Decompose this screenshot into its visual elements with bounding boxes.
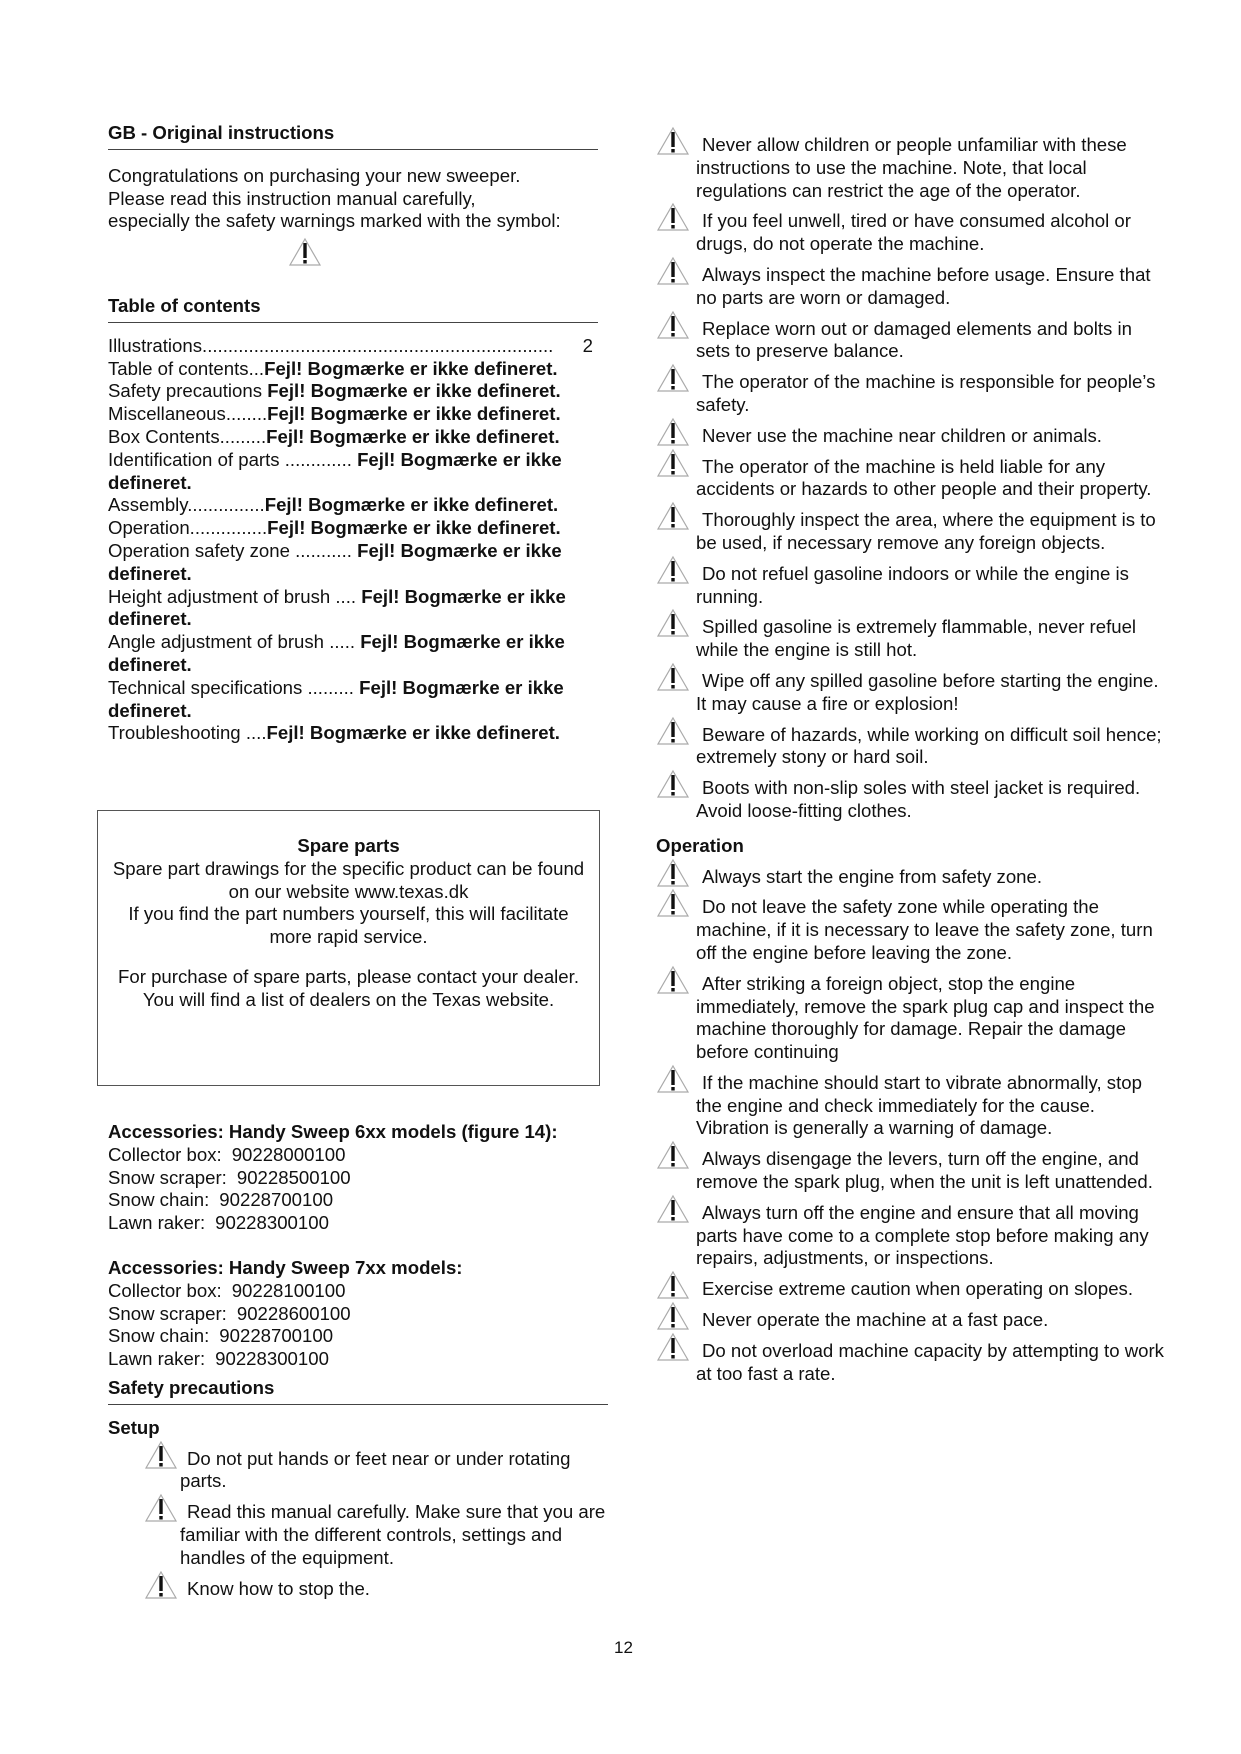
accessories-group (108, 1121, 608, 1235)
warning-icon (656, 310, 690, 346)
spare-parts-line: You will find a list of dealers on the Texas website. (142, 988, 555, 1010)
warning-item (696, 371, 1166, 417)
warning-icon (288, 237, 598, 273)
warning-text: If you feel unwell, tired or have consumed alcohol or drugs, do not operate the machine. (696, 210, 1131, 255)
toc-entry[interactable] (108, 403, 593, 426)
toc-entry-page-ref: Fejl! Bogmærke er ikke defineret. (264, 357, 558, 379)
toc-entry-leader: ........... (295, 539, 358, 561)
page-number: 12 (614, 1638, 633, 1657)
warning-item (696, 670, 1166, 716)
toc-entry-title: Illustrations (108, 334, 203, 356)
toc-entry-page-ref: Fejl! Bogmærke er ikke defineret. (266, 722, 560, 744)
operation-heading: Operation (656, 834, 744, 856)
warning-text: Replace worn out or damaged elements and bolts in sets to preserve balance. (696, 317, 1132, 362)
toc-entry[interactable] (108, 517, 593, 540)
warning-item (696, 318, 1166, 364)
warning-text: The operator of the machine is held liable for any accidents or hazards to other people and their property. (696, 455, 1152, 500)
toc-entry-page-ref: Fejl! Bogmærke er ikke defineret. (267, 380, 561, 402)
warning-text: Always inspect the machine before usage. Ensure that no parts are worn or damaged. (696, 263, 1151, 308)
warning-icon (656, 769, 690, 805)
warning-icon (656, 256, 690, 292)
accessory-row (108, 1303, 608, 1326)
spare-parts-box (97, 810, 600, 1086)
toc-entry-title: Height adjustment of brush (108, 585, 336, 607)
warning-icon (656, 608, 690, 644)
warning-item (696, 1309, 1166, 1332)
accessory-part-number: 90228500100 (236, 1166, 351, 1188)
warning-text: Never operate the machine at a fast pace. (702, 1309, 1049, 1331)
toc-entry[interactable] (108, 677, 593, 723)
accessory-name: Snow scraper: (108, 1302, 227, 1324)
accessory-part-number: 90228300100 (215, 1348, 329, 1370)
toc-entry-leader: ..... (329, 631, 361, 653)
toc-entry[interactable] (108, 380, 593, 403)
warning-icon (144, 1570, 178, 1606)
toc-entry-title: Operation safety zone (108, 539, 296, 561)
accessory-row (108, 1167, 608, 1190)
section-heading-safety-precautions: Safety precautions (108, 1377, 608, 1405)
spare-parts-line (112, 949, 585, 966)
toc-entry-leader: ............... (187, 494, 265, 516)
accessories-group (108, 1257, 608, 1371)
section-heading-original-instructions: GB - Original instructions (108, 122, 598, 150)
intro-line: Congratulations on purchasing your new sweeper. (108, 164, 521, 186)
toc-entry-page-ref: 2 (582, 334, 593, 356)
warning-item (696, 425, 1166, 448)
toc-entry-title: Assembly (108, 494, 188, 516)
accessory-name: Collector box: (108, 1279, 222, 1301)
warning-text: Know how to stop the. (187, 1577, 370, 1599)
accessory-part-number: 90228600100 (236, 1302, 351, 1324)
warning-icon (656, 126, 690, 162)
toc-entry-leader: .... (335, 585, 362, 607)
toc-entry-page-ref: Fejl! Bogmærke er ikke defineret. (267, 517, 561, 539)
toc-entry-title: Operation (108, 517, 190, 539)
warning-text: Read this manual carefully. Make sure that you are familiar with the different controls, settings and handles of the equipment. (180, 1501, 606, 1568)
toc-entry-leader: .... (245, 722, 267, 744)
toc-entry-title: Miscellaneous (108, 403, 226, 425)
warning-icon (656, 662, 690, 698)
accessory-name: Snow chain: (108, 1189, 210, 1211)
warning-text: Do not put hands or feet near or under rotating parts. (180, 1447, 571, 1492)
warning-item (696, 210, 1166, 256)
accessory-row (108, 1189, 608, 1212)
toc-entry-title: Table of contents (108, 357, 249, 379)
warning-text: Always start the engine from safety zone. (702, 865, 1043, 887)
warning-item (696, 896, 1166, 964)
warning-text: The operator of the machine is responsible for people’s safety. (696, 371, 1156, 415)
warning-item (696, 456, 1166, 502)
toc-entry-leader: .................................................................... (202, 334, 554, 356)
warning-text: Always disengage the levers, turn off the engine, and remove the spark plug, when the unit is left unattended. (696, 1148, 1153, 1193)
toc-entry-page-ref: Fejl! Bogmærke er ikke defineret. (108, 631, 565, 675)
toc-entry[interactable] (108, 540, 593, 586)
table-of-contents (108, 335, 593, 745)
accessory-name: Lawn raker: (108, 1348, 206, 1370)
toc-entry-page-ref: Fejl! Bogmærke er ikke defineret. (108, 585, 566, 630)
toc-entry-title: Safety precautions (108, 380, 268, 402)
warning-item (696, 1148, 1166, 1194)
toc-entry[interactable] (108, 722, 593, 745)
warning-text: After striking a foreign object, stop the engine immediately, remove the spark plug cap and inspect the machine thoroughly for damage. Repair the damage before continuing (696, 972, 1155, 1063)
warning-item (146, 1448, 608, 1494)
warning-text: Wipe off any spilled gasoline before starting the engine. It may cause a fire or explosion! (696, 669, 1159, 714)
toc-entry-leader: ......... (307, 676, 360, 698)
warning-item (696, 616, 1166, 662)
warning-item (696, 1072, 1166, 1140)
toc-entry[interactable] (108, 358, 593, 381)
accessory-part-number: 90228100100 (231, 1279, 346, 1301)
warning-icon (144, 1440, 178, 1476)
warning-text: Exercise extreme caution when operating on slopes. (702, 1278, 1133, 1300)
accessory-name: Lawn raker: (108, 1212, 206, 1234)
warning-item (696, 264, 1166, 310)
warning-icon (656, 1064, 690, 1100)
warning-icon (656, 363, 690, 399)
warning-icon (656, 716, 690, 752)
warning-icon (656, 1332, 690, 1368)
toc-entry-title: Box Contents (108, 425, 220, 447)
warning-icon (656, 448, 690, 484)
warning-icon (656, 555, 690, 591)
warning-item (696, 563, 1166, 609)
toc-entry[interactable] (108, 426, 593, 449)
warning-item (696, 777, 1166, 823)
toc-entry-title: Identification of parts (108, 448, 285, 470)
toc-entry-leader: ............. (284, 448, 358, 470)
warning-icon (656, 1140, 690, 1176)
accessory-row (108, 1325, 608, 1348)
toc-entry-title: Angle adjustment of brush (108, 631, 330, 653)
accessory-name: Snow chain: (108, 1325, 210, 1347)
toc-entry[interactable] (108, 631, 593, 677)
warning-item (696, 509, 1166, 555)
warning-icon (144, 1493, 178, 1529)
warning-text: Do not leave the safety zone while operating the machine, if it is necessary to leave the safety zone, turn off the engine before leaving the zone. (696, 896, 1153, 963)
toc-entry[interactable] (108, 449, 593, 495)
right-column (656, 134, 1166, 1393)
toc-entry-page-ref: Fejl! Bogmærke er ikke defineret. (108, 676, 564, 721)
toc-entry-page-ref: Fejl! Bogmærke er ikke defineret. (266, 425, 560, 447)
accessory-part-number: 90228000100 (231, 1143, 346, 1165)
accessory-row (108, 1144, 608, 1167)
warning-item (696, 724, 1166, 770)
accessories-section (108, 1121, 608, 1608)
spare-parts-heading: Spare parts (297, 835, 400, 856)
toc-entry-leader: ........ (225, 403, 268, 425)
accessory-name: Collector box: (108, 1143, 222, 1165)
warning-item (696, 1202, 1166, 1270)
left-column (108, 122, 598, 745)
warning-item (696, 1340, 1166, 1386)
warning-item (696, 973, 1166, 1064)
warning-text: Never use the machine near children or animals. (702, 424, 1102, 446)
accessory-row (108, 1348, 608, 1371)
warning-item (696, 134, 1166, 202)
warning-icon (656, 501, 690, 537)
toc-entry[interactable] (108, 586, 593, 632)
accessory-part-number: 90228700100 (219, 1325, 334, 1347)
accessory-row (108, 1280, 608, 1303)
accessories-heading: Accessories: Handy Sweep 6xx models (figure 14): (108, 1121, 558, 1142)
warning-text: Do not overload machine capacity by attempting to work at too fast a rate. (696, 1339, 1164, 1384)
section-heading-table-of-contents: Table of contents (108, 295, 598, 323)
spare-parts-line: on our website www.texas.dk (228, 880, 469, 902)
spare-parts-line: Spare part drawings for the specific product can be found (112, 857, 585, 879)
toc-entry-leader: ......... (219, 425, 267, 447)
warning-icon (656, 888, 690, 924)
warning-icon (656, 965, 690, 1001)
accessory-row (108, 1212, 608, 1235)
accessory-name: Snow scraper: (108, 1166, 227, 1188)
warning-text: Do not refuel gasoline indoors or while the engine is running. (696, 562, 1129, 607)
toc-entry-page-ref: Fejl! Bogmærke er ikke defineret. (264, 494, 559, 516)
warning-text: Never allow children or people unfamiliar with these instructions to use the machine. Note, that local regulations can restrict the age of the operator. (696, 134, 1127, 201)
warning-text: If the machine should start to vibrate abnormally, stop the engine and check immediately for the cause. Vibration is generally a warning of damage. (696, 1071, 1142, 1139)
toc-entry-page-ref: Fejl! Bogmærke er ikke defineret. (108, 539, 562, 584)
setup-heading: Setup (108, 1416, 160, 1438)
warning-icon (656, 1194, 690, 1230)
warning-icon (656, 202, 690, 238)
accessories-heading: Accessories: Handy Sweep 7xx models: (108, 1256, 463, 1278)
intro-line: Please read this instruction manual carefully, (108, 187, 476, 209)
toc-entry[interactable] (108, 335, 593, 358)
toc-entry-title: Technical specifications (108, 676, 308, 698)
intro-line: especially the safety warnings marked with the symbol: (108, 210, 561, 232)
warning-text: Beware of hazards, while working on difficult soil hence; extremely stony or hard soil. (696, 723, 1162, 768)
toc-entry-page-ref: Fejl! Bogmærke er ikke defineret. (267, 403, 561, 425)
spare-parts-line: If you find the part numbers yourself, this will facilitate more rapid service. (128, 903, 569, 948)
toc-entry-leader: ............... (189, 517, 268, 539)
spare-parts-line: For purchase of spare parts, please contact your dealer. (118, 965, 579, 987)
warning-item (696, 1278, 1166, 1301)
warning-text: Always turn off the engine and ensure that all moving parts have come to a complete stop before making any repairs, adjustments, or inspections. (696, 1201, 1149, 1269)
toc-entry-title: Troubleshooting (108, 722, 246, 744)
warning-text: Spilled gasoline is extremely flammable, never refuel while the engine is still hot. (696, 616, 1137, 661)
accessory-part-number: 90228300100 (215, 1212, 329, 1234)
warning-item (146, 1501, 608, 1569)
accessory-part-number: 90228700100 (219, 1189, 334, 1211)
warning-item (146, 1578, 608, 1601)
toc-entry-leader: ... (248, 357, 265, 379)
toc-entry-page-ref: Fejl! Bogmærke er ikke defineret. (108, 448, 562, 493)
warning-item (696, 866, 1166, 889)
warning-text: Boots with non-slip soles with steel jacket is required. Avoid loose-fitting clothes. (696, 777, 1141, 821)
toc-entry[interactable] (108, 494, 593, 517)
warning-text: Thoroughly inspect the area, where the equipment is to be used, if necessary remove any foreign objects. (696, 509, 1156, 553)
